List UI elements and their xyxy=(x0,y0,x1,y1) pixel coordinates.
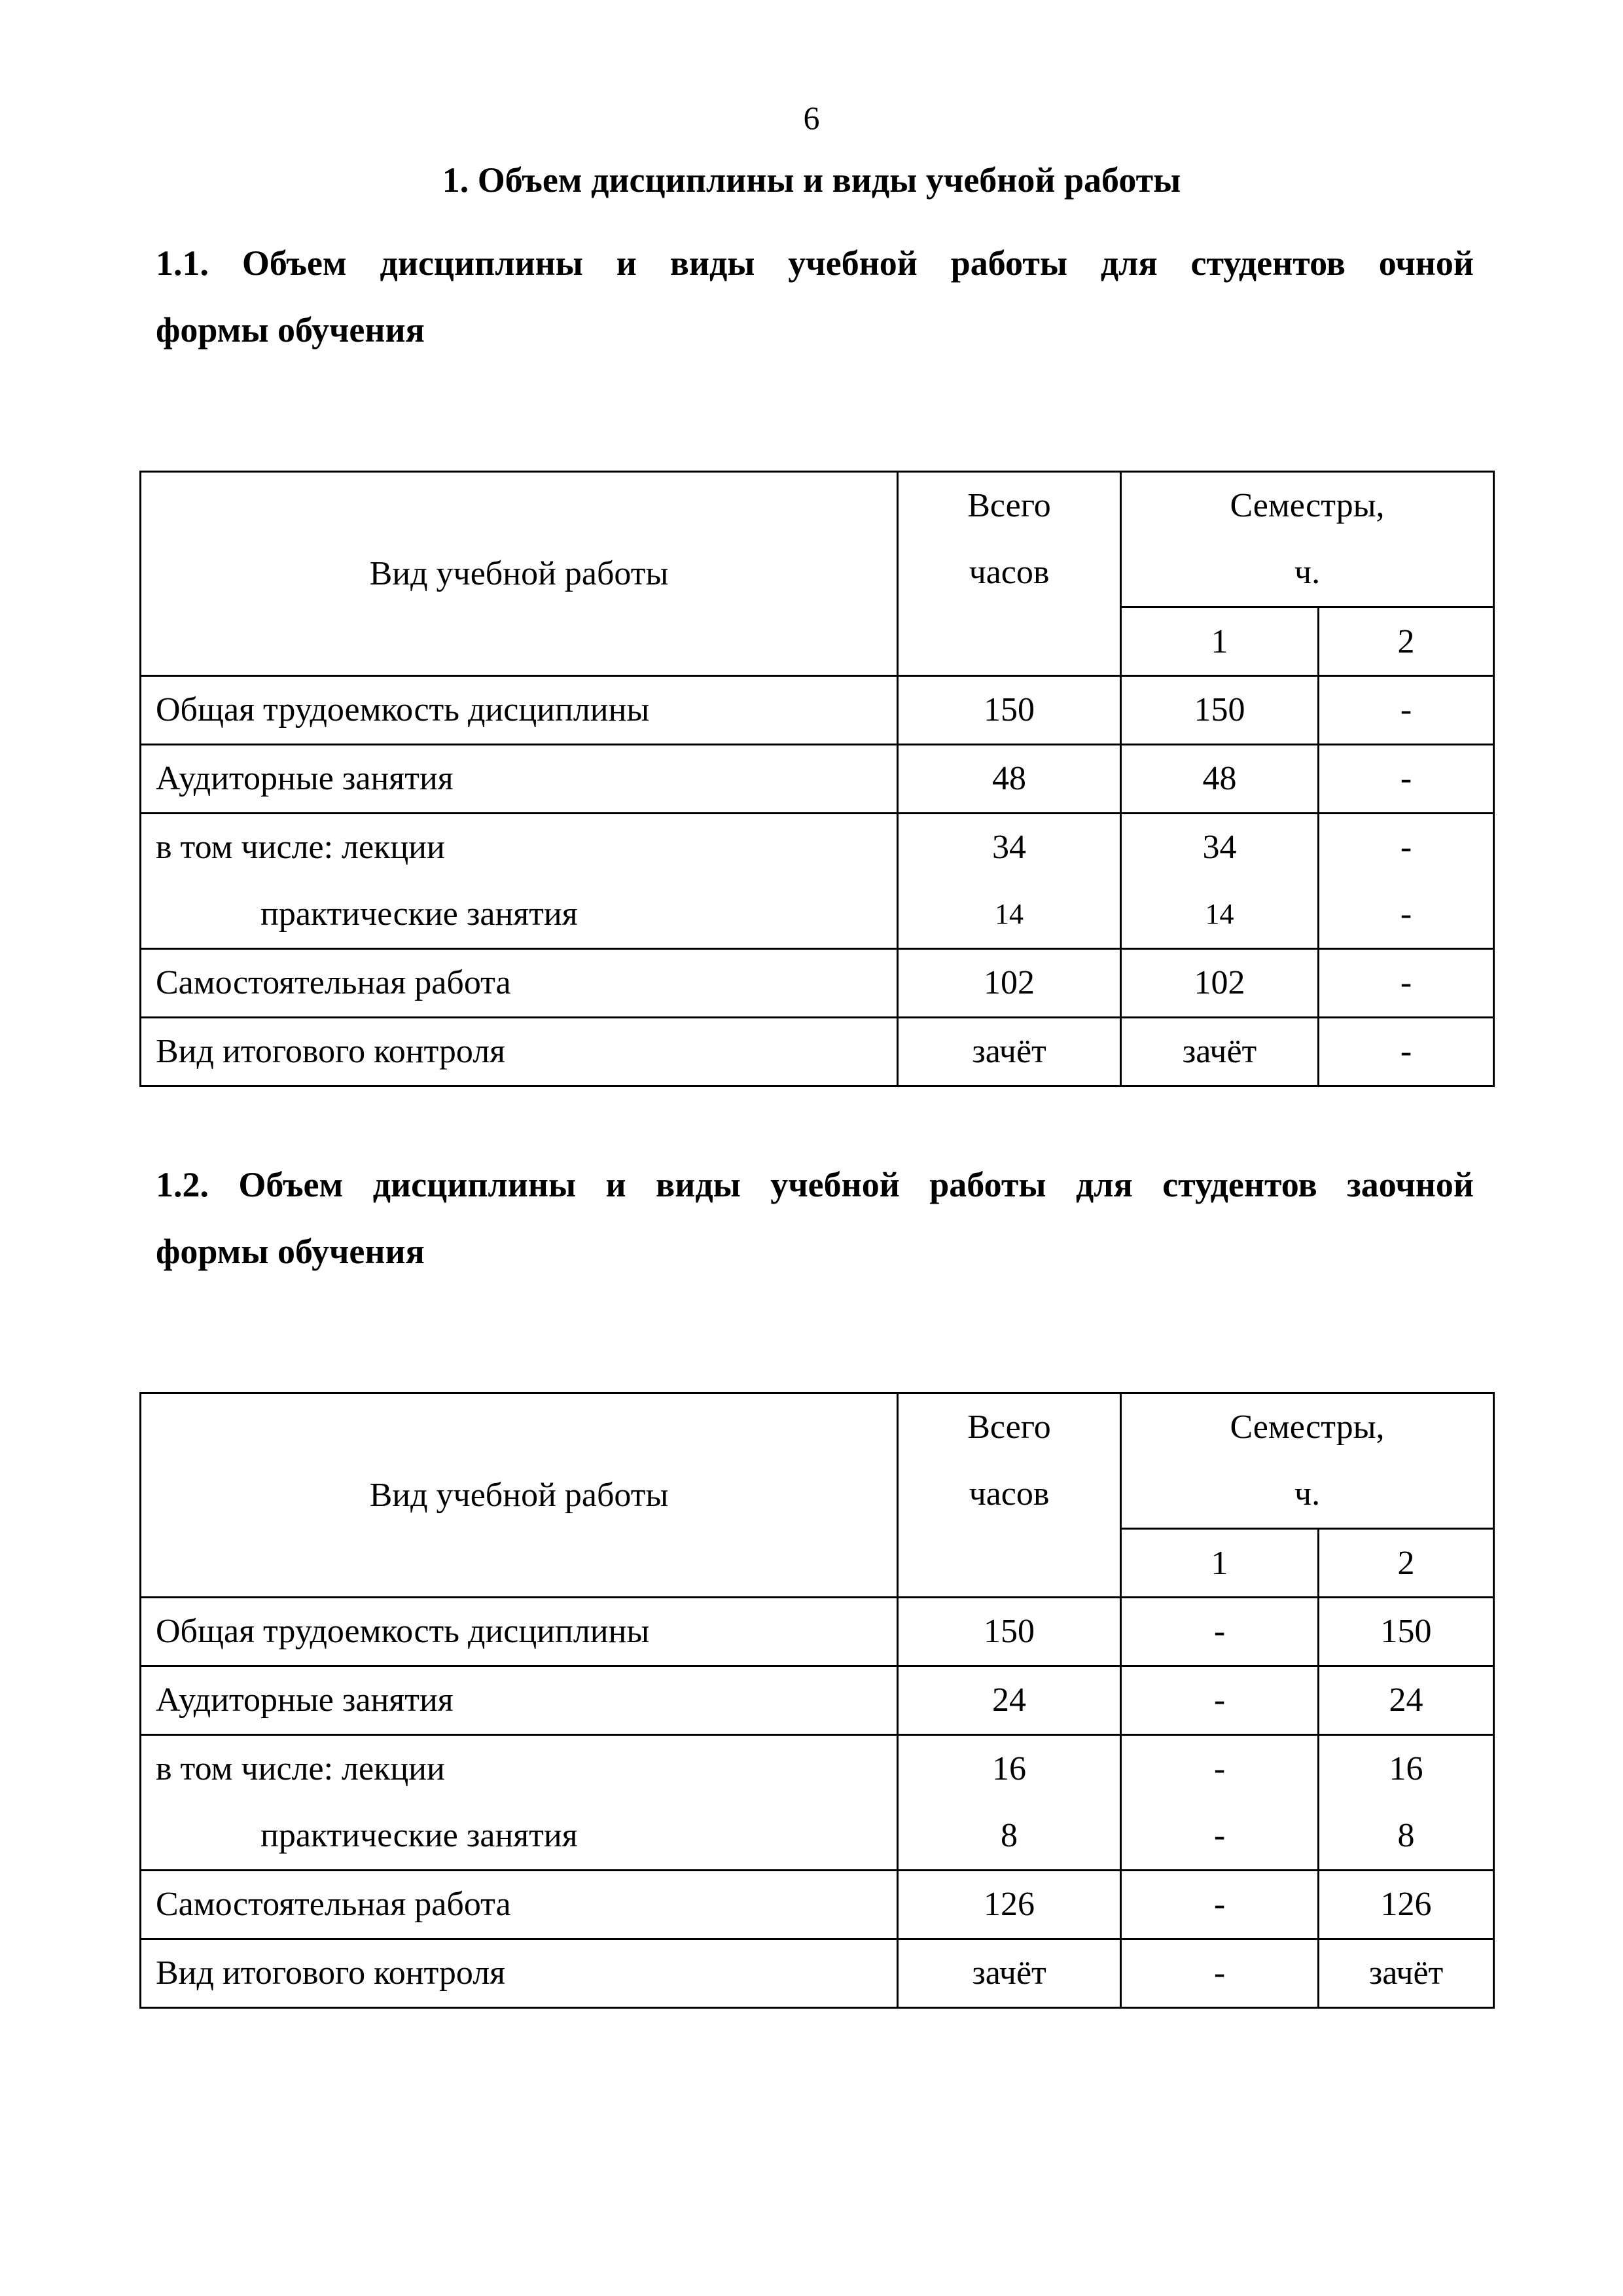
row-kind xyxy=(141,814,898,949)
table-row xyxy=(141,949,1494,1018)
lectures-total: 34 xyxy=(992,829,1026,866)
section-1-title-line1: 1.1. Объем дисциплины и виды учебной работы для студентов очной xyxy=(156,243,1474,283)
lectures-sem2: 16 xyxy=(1389,1750,1423,1787)
row-kind: Аудиторные занятия xyxy=(141,1666,898,1735)
table-row xyxy=(141,745,1494,814)
header-sem1: 1 xyxy=(1121,607,1319,676)
row-kind: Аудиторные занятия xyxy=(141,745,898,814)
section-2-title-line2: формы обучения xyxy=(156,1232,425,1271)
practice-sem1: - xyxy=(1213,1817,1226,1854)
row-sem1: 102 xyxy=(1121,949,1319,1018)
row-sem1: - xyxy=(1121,1871,1319,1939)
row-kind: Самостоятельная работа xyxy=(141,949,898,1018)
row-kind-lectures: в том числе: лекции xyxy=(156,829,445,866)
practice-sem2: - xyxy=(1400,895,1412,933)
section-1-title-line2: формы обучения xyxy=(156,310,425,350)
row-total: 24 xyxy=(898,1666,1121,1735)
row-kind-practice: практические занятия xyxy=(260,1817,578,1854)
row-total: зачёт xyxy=(898,1018,1121,1086)
section-2-title xyxy=(156,1151,1474,1285)
header-kind: Вид учебной работы xyxy=(141,1393,898,1598)
row-sem2: зачёт xyxy=(1319,1939,1494,2008)
row-sem2 xyxy=(1319,1735,1494,1871)
row-sem1: 150 xyxy=(1121,676,1319,745)
lectures-sem2: - xyxy=(1400,829,1412,866)
row-sem2: 150 xyxy=(1319,1598,1494,1666)
full-time-hours-table xyxy=(139,471,1495,1087)
row-total: 150 xyxy=(898,676,1121,745)
practice-sem1: 14 xyxy=(1205,898,1234,930)
row-sem1: - xyxy=(1121,1666,1319,1735)
table-row xyxy=(141,1018,1494,1086)
row-total xyxy=(898,1735,1121,1871)
table-row xyxy=(141,1666,1494,1735)
section-1-title xyxy=(156,230,1474,363)
header-total-line1: Всего xyxy=(967,1408,1051,1446)
row-kind-practice: практические занятия xyxy=(260,895,578,933)
header-sem2: 2 xyxy=(1319,1529,1494,1598)
row-kind xyxy=(141,1735,898,1871)
header-semesters-line2: ч. xyxy=(1294,1475,1321,1513)
header-total xyxy=(898,1393,1121,1598)
row-sem2: - xyxy=(1319,1018,1494,1086)
main-title: 1. Объем дисциплины и виды учебной работы xyxy=(442,160,1181,200)
header-semesters xyxy=(1121,1393,1494,1529)
practice-sem2: 8 xyxy=(1397,1817,1415,1854)
row-sem2: - xyxy=(1319,676,1494,745)
row-sem2: 24 xyxy=(1319,1666,1494,1735)
table-row xyxy=(141,1598,1494,1666)
header-total xyxy=(898,472,1121,676)
row-sem1 xyxy=(1121,814,1319,949)
section-2-title-line1: 1.2. Объем дисциплины и виды учебной работы для студентов заочной xyxy=(156,1165,1474,1204)
part-time-hours-table xyxy=(139,1392,1495,2009)
table-row xyxy=(141,1871,1494,1939)
header-semesters-line2: ч. xyxy=(1294,554,1321,591)
row-total: 48 xyxy=(898,745,1121,814)
row-sem1: 48 xyxy=(1121,745,1319,814)
header-kind: Вид учебной работы xyxy=(141,472,898,676)
row-kind: Общая трудоемкость дисциплины xyxy=(141,676,898,745)
row-total: зачёт xyxy=(898,1939,1121,2008)
header-total-line1: Всего xyxy=(967,487,1051,524)
practice-total: 8 xyxy=(1001,1817,1018,1854)
row-sem1: зачёт xyxy=(1121,1018,1319,1086)
header-semesters-line1: Семестры, xyxy=(1230,1408,1385,1446)
row-total: 126 xyxy=(898,1871,1121,1939)
practice-total: 14 xyxy=(995,898,1024,930)
table-row xyxy=(141,1735,1494,1871)
lectures-total: 16 xyxy=(992,1750,1026,1787)
header-total-line2: часов xyxy=(969,1475,1050,1513)
row-sem2: - xyxy=(1319,949,1494,1018)
row-kind: Вид итогового контроля xyxy=(141,1018,898,1086)
row-sem1: - xyxy=(1121,1598,1319,1666)
row-sem2 xyxy=(1319,814,1494,949)
table-row xyxy=(141,1939,1494,2008)
table-row xyxy=(141,676,1494,745)
row-sem2: - xyxy=(1319,745,1494,814)
page-number: 6 xyxy=(803,99,820,136)
lectures-sem1: - xyxy=(1213,1750,1226,1787)
row-sem1: - xyxy=(1121,1939,1319,2008)
header-semesters-line1: Семестры, xyxy=(1230,487,1385,524)
row-sem2: 126 xyxy=(1319,1871,1494,1939)
row-total: 102 xyxy=(898,949,1121,1018)
lectures-sem1: 34 xyxy=(1202,829,1237,866)
row-sem1 xyxy=(1121,1735,1319,1871)
row-kind: Вид итогового контроля xyxy=(141,1939,898,2008)
header-sem1: 1 xyxy=(1121,1529,1319,1598)
row-kind: Самостоятельная работа xyxy=(141,1871,898,1939)
row-total: 150 xyxy=(898,1598,1121,1666)
row-total xyxy=(898,814,1121,949)
header-sem2: 2 xyxy=(1319,607,1494,676)
row-kind: Общая трудоемкость дисциплины xyxy=(141,1598,898,1666)
header-semesters xyxy=(1121,472,1494,607)
row-kind-lectures: в том числе: лекции xyxy=(156,1750,445,1787)
header-total-line2: часов xyxy=(969,554,1050,591)
table-row xyxy=(141,814,1494,949)
